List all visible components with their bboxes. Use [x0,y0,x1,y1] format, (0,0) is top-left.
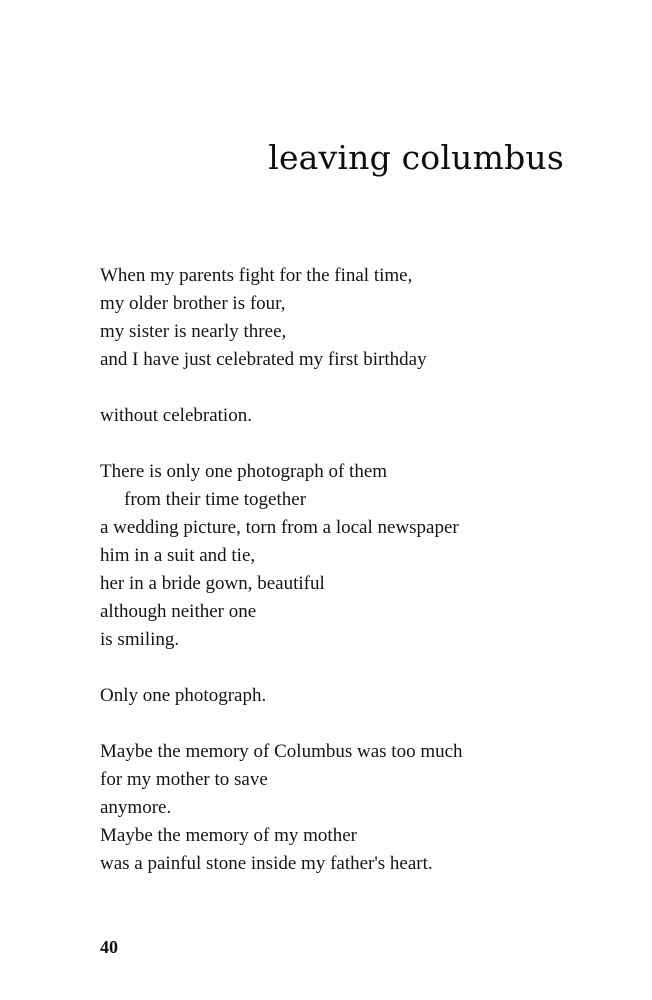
stanza [100,402,600,430]
poem-line: When my parents fight for the final time, [100,265,413,286]
poem-line: Maybe the memory of Columbus was too much [100,741,463,762]
poem-line: is smiling. [100,629,180,650]
poem-line: although neither one [100,601,257,622]
poem-line: Maybe the memory of my mother [100,825,357,846]
poem-body [100,262,600,906]
poem-line: from their time together [124,489,307,510]
poem-line: my older brother is four, [100,293,286,314]
poem-line: anymore. [100,797,172,818]
stanza [100,262,600,374]
poem-line: him in a suit and tie, [100,545,256,566]
stanza [100,738,600,878]
poem-line: without celebration. [100,405,252,426]
poem-line: a wedding picture, torn from a local newspaper [100,517,459,538]
poem-line: was a painful stone inside my father's heart. [100,853,433,874]
stanza [100,458,600,654]
poem-line: my sister is nearly three, [100,321,287,342]
poem-title: leaving columbus [268,138,564,177]
poem-line: There is only one photograph of them [100,461,388,482]
stanza [100,682,600,710]
poem-line: Only one photograph. [100,685,267,706]
poem-line: and I have just celebrated my first birthday [100,349,427,370]
poem-line: for my mother to save [100,769,268,790]
poem-line: her in a bride gown, beautiful [100,573,325,594]
page-number: 40 [100,937,118,957]
